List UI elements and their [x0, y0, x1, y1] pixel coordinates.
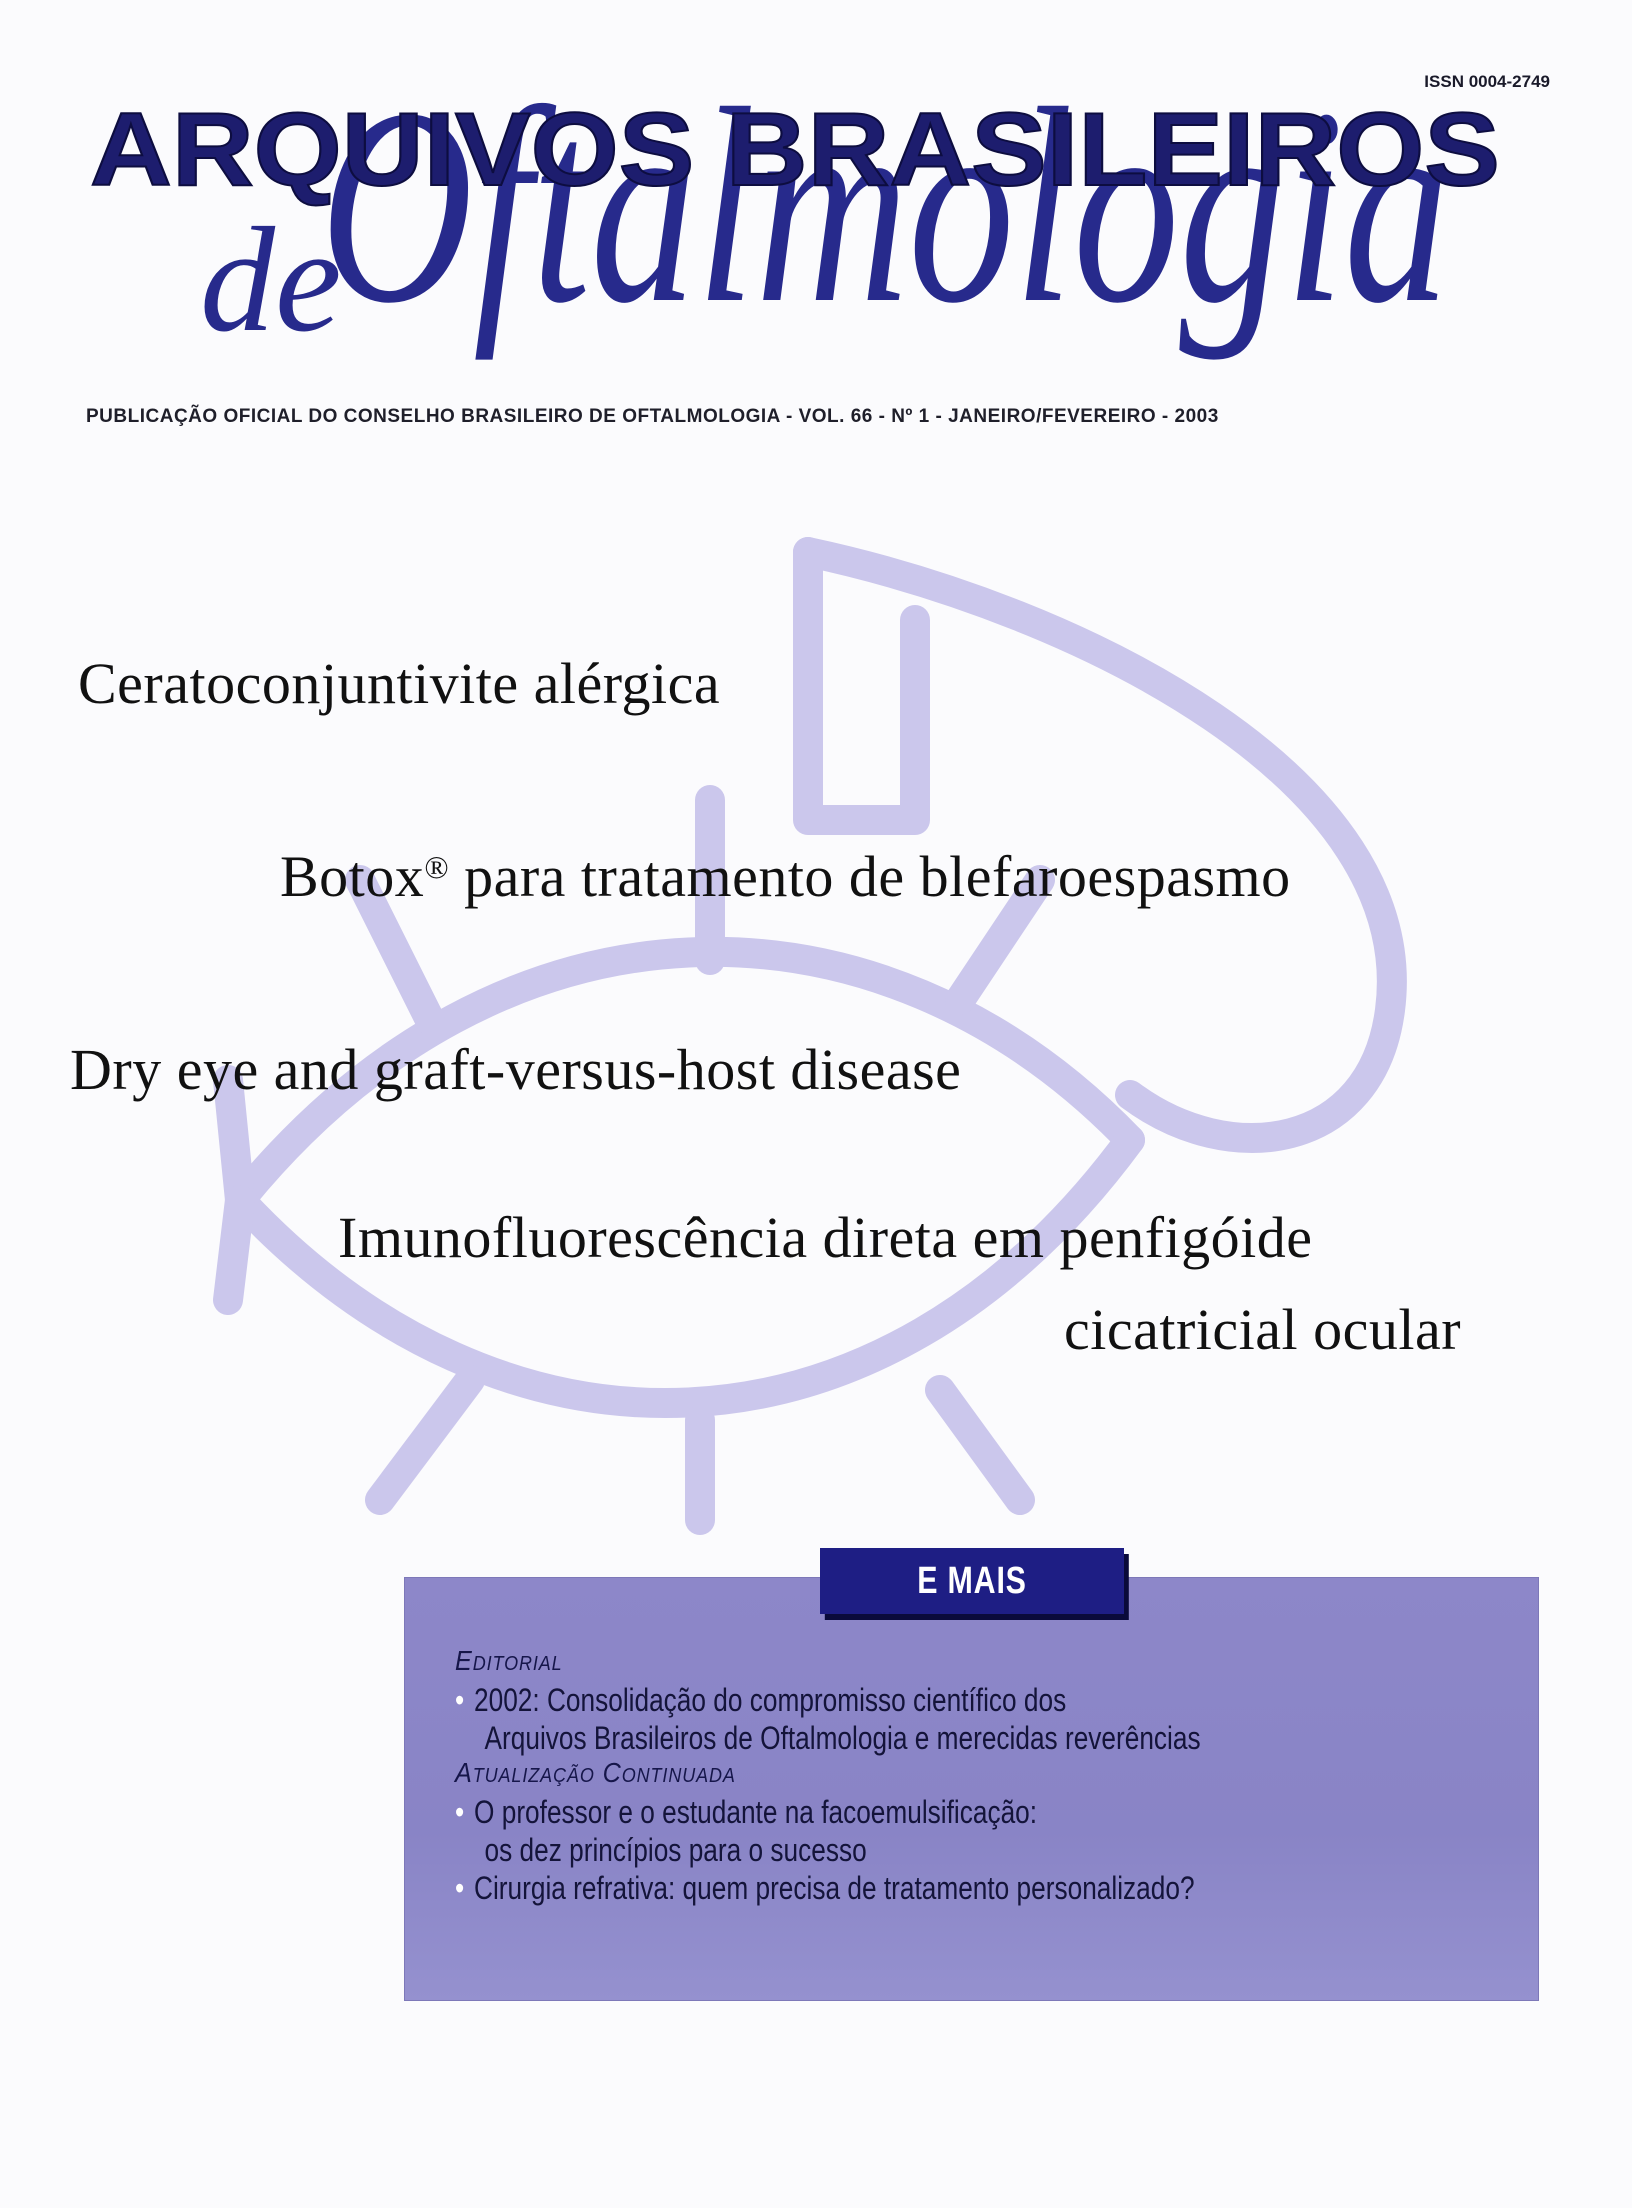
headline-ceratoconjuntivite: Ceratoconjuntivite alérgica [78, 651, 721, 716]
list-item [455, 1681, 1341, 1757]
section-title-atualizacao: Atualização Continuada [455, 1757, 736, 1788]
item-line: 2002: Consolidação do compromisso científico dos [474, 1682, 1067, 1718]
item-line: O professor e o estudante na facoemulsificação: [474, 1794, 1038, 1830]
title-de-script: de [200, 197, 342, 363]
section-title-editorial: Editorial [455, 1645, 563, 1676]
item-line-continued: os dez princípios para o sucesso [484, 1832, 867, 1868]
more-content-list [455, 1645, 1535, 1907]
item-line: Cirurgia refrativa: quem precisa de tratamento personalizado? [474, 1870, 1195, 1906]
headline-botox-rest: para tratamento de blefaroespasmo [449, 844, 1291, 909]
more-badge: E MAIS [820, 1548, 1124, 1614]
bullet-icon: • [455, 1794, 465, 1830]
headline-dry-eye: Dry eye and graft-versus-host disease [70, 1037, 962, 1102]
title-main-script: Oftalmologia [320, 50, 1450, 361]
headline-botox-main: Botox [280, 844, 425, 909]
bullet-icon: • [455, 1682, 465, 1718]
publication-subtitle: PUBLICAÇÃO OFICIAL DO CONSELHO BRASILEIRO DE OFTALMOLOGIA - VOL. 66 - Nº 1 - JANEIRO/FEVEREIRO - 2003 [86, 406, 1219, 427]
title-arquivos-brasileiros: ARQUIVOS BRASILEIROS [90, 92, 1501, 208]
headline-botox [280, 843, 1291, 910]
issn-label: ISSN 0004-2749 [1424, 72, 1550, 91]
list-item [455, 1869, 1341, 1907]
bullet-icon: • [455, 1870, 465, 1906]
headline-imunofluorescencia: Imunofluorescência direta em penfigóide [338, 1205, 1313, 1270]
list-item [455, 1793, 1341, 1869]
headline-cicatricial: cicatricial ocular [1064, 1297, 1462, 1362]
registered-mark: ® [424, 849, 450, 885]
item-line-continued: Arquivos Brasileiros de Oftalmologia e merecidas reverências [484, 1720, 1201, 1756]
